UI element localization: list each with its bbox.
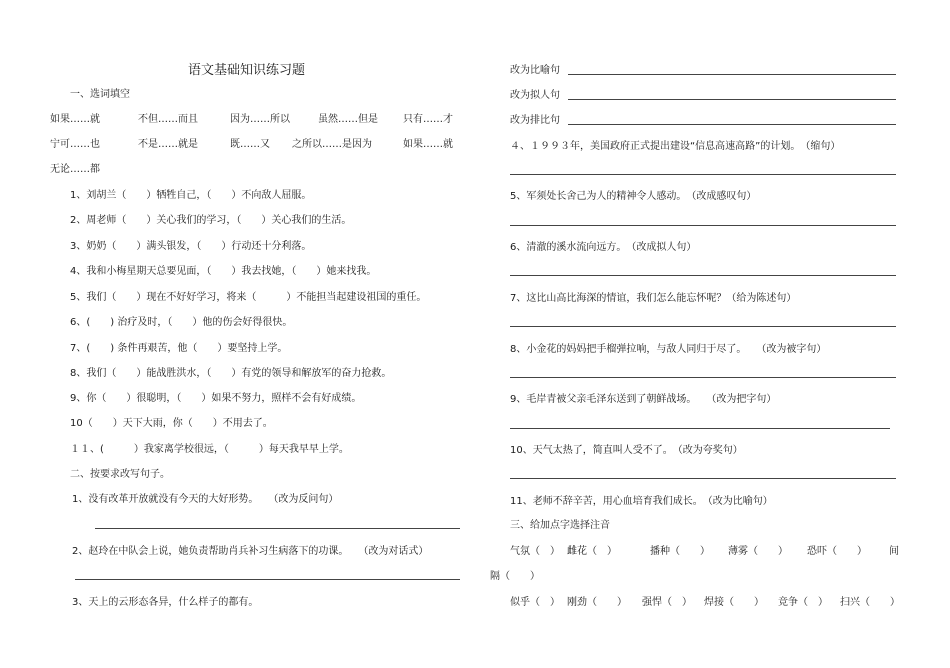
word-choice: 因为……所以 (230, 114, 290, 125)
rewrite-item: 1、没有改革开放就没有今天的大好形势。 （改为反问句） (72, 494, 339, 505)
fill-item: 2、周老师（ ）关心我们的学习，（ ）关心我们的生活。 (70, 215, 352, 226)
line-label: 改为拟人句 (510, 90, 560, 101)
rewrite-item: 9、毛岸青被父亲毛泽东送到了朝鲜战场。 （改为把字句） (510, 394, 777, 405)
word-choice: 宁可……也 (50, 139, 100, 150)
word-choice: 无论……都 (50, 164, 100, 175)
pinyin-item: 雌花（ ） (567, 546, 617, 557)
page-title: 语文基础知识练习题 (188, 63, 306, 78)
pinyin-item: 似乎（ ） (510, 597, 560, 608)
answer-line (510, 326, 896, 327)
pinyin-item: 气氛（ ） (510, 546, 560, 557)
word-choice: 既……又 (230, 139, 270, 150)
section2-heading: 二、按要求改写句子。 (70, 469, 170, 480)
answer-line (510, 478, 896, 479)
answer-line (568, 124, 896, 125)
answer-line (75, 579, 460, 580)
word-choice: 只有……才 (403, 114, 453, 125)
fill-item: 7、( ) 条件再艰苦，他（ ）要坚持上学。 (70, 343, 288, 354)
line-label: 改为比喻句 (510, 65, 560, 76)
word-choice: 如果……就 (50, 114, 100, 125)
rewrite-item: 5、军须处长舍己为人的精神令人感动。 （改成感叹句） (510, 191, 757, 202)
answer-line (510, 428, 890, 429)
pinyin-item: 间 (889, 546, 899, 557)
fill-item: 3、奶奶（ ）满头银发，（ ）行动还十分利落。 (70, 241, 312, 252)
fill-item: 8、我们（ ）能战胜洪水，（ ）有党的领导和解放军的奋力抢救。 (70, 368, 392, 379)
section1-heading: 一、选词填空 (70, 89, 130, 100)
rewrite-item: 7、这比山高比海深的情谊，我们怎么能忘怀呢？（给为陈述句） (510, 293, 797, 304)
rewrite-item: ４、１９９３年，美国政府正式提出建设“信息高速高路”的计划。 （缩句） (510, 141, 841, 152)
pinyin-item: 恐吓（ ） (807, 546, 867, 557)
answer-line (510, 225, 896, 226)
rewrite-item: 10、天气太热了，简直叫人受不了。 （改为夸奖句） (510, 445, 743, 456)
pinyin-item: 刚劲（ ） (567, 597, 627, 608)
line-label: 改为排比句 (510, 115, 560, 126)
pinyin-item: 播种（ ） (650, 546, 710, 557)
fill-item: 10（ ）天下大雨，你（ ）不用去了。 (70, 418, 273, 429)
fill-item: 4、我和小梅星期天总要见面，（ ）我去找她，（ ）她来找我。 (70, 266, 377, 277)
answer-line (568, 99, 896, 100)
rewrite-item: 2、赵玲在中队会上说，她负责帮助肖兵补习生病落下的功课。 （改为对话式） (72, 546, 429, 557)
pinyin-item: 焊接（ ） (704, 597, 764, 608)
word-choice: 不是……就是 (138, 139, 198, 150)
word-choice: 之所以……是因为 (292, 139, 372, 150)
pinyin-item: 薄雾（ ） (728, 546, 788, 557)
answer-line (510, 174, 896, 175)
fill-item: 9、你（ ）很聪明，（ ）如果不努力，照样不会有好成绩。 (70, 393, 362, 404)
pinyin-item: 强悍（ ） (642, 597, 692, 608)
answer-line (568, 74, 896, 75)
answer-line (95, 528, 460, 529)
word-choice: 不但……而且 (138, 114, 198, 125)
rewrite-item: 11、老师不辞辛苦，用心血培育我们成长。 （改为比喻句） (510, 496, 773, 507)
fill-item: 5、我们（ ）现在不好好学习，将来（ ）不能担当起建设祖国的重任。 (70, 292, 427, 303)
rewrite-item: 3、天上的云形态各异，什么样子的都有。 (72, 597, 259, 608)
section3-heading: 三、给加点字选择注音 (510, 520, 610, 531)
fill-item: １１、( ）我家离学校很远，（ ）每天我早早上学。 (70, 444, 349, 455)
fill-item: 6、( ) 治疗及时，（ ）他的伤会好得很快。 (70, 317, 293, 328)
pinyin-item: 隔（ ） (490, 571, 540, 582)
answer-line (510, 377, 896, 378)
pinyin-item: 竞争（ ） (778, 597, 828, 608)
word-choice: 虽然……但是 (318, 114, 378, 125)
word-choice: 如果……就 (403, 139, 453, 150)
rewrite-item: 6、清澈的溪水流向远方。 （改成拟人句） (510, 242, 697, 253)
rewrite-item: 8、小金花的妈妈把手榴弹拉响，与敌人同归于尽了。 （改为被字句） (510, 344, 827, 355)
pinyin-item: 扫兴（ ） (840, 597, 900, 608)
fill-item: 1、刘胡兰（ ）牺牲自己，（ ）不向敌人屈服。 (70, 190, 312, 201)
answer-line (510, 275, 896, 276)
